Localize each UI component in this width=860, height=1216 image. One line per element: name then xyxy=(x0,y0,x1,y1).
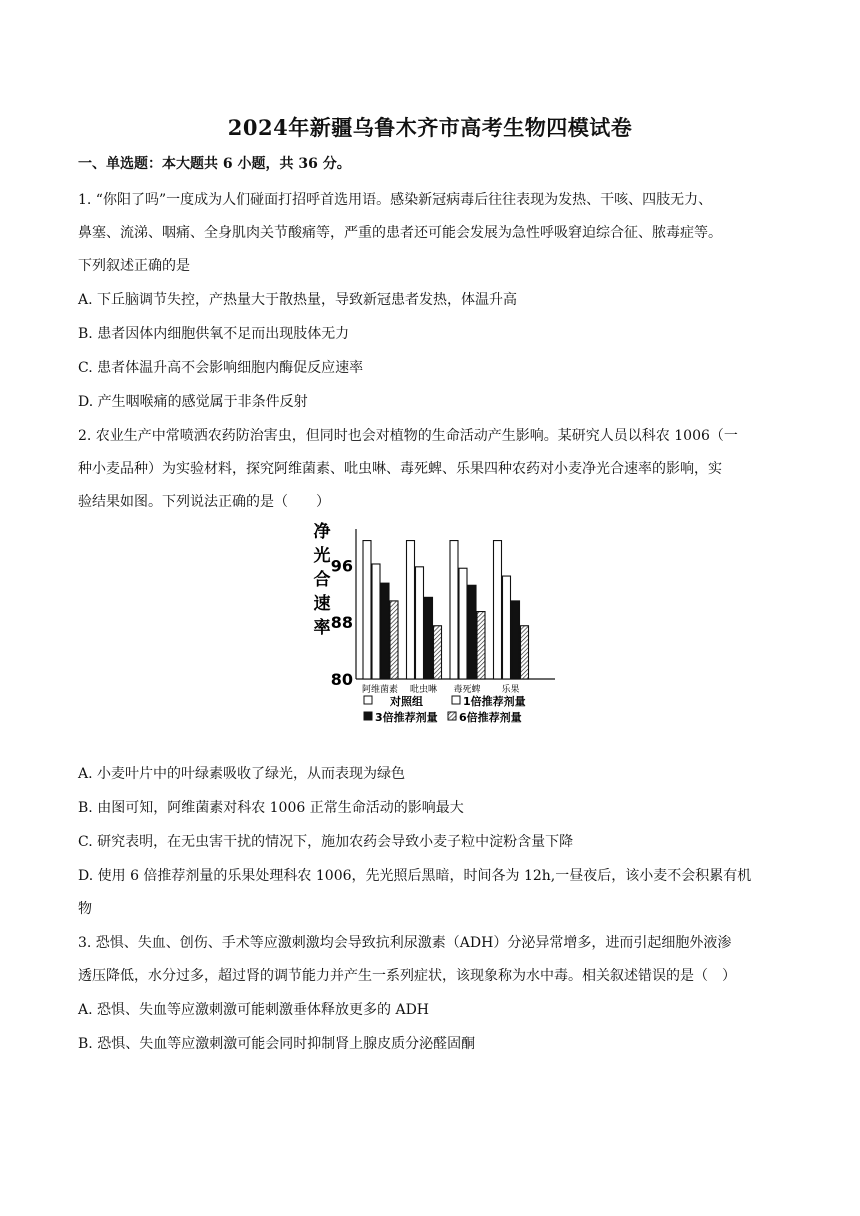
q2-option-d: D. 使用 6 倍推荐剂量的乐果处理科农 1006，先光照后黑暗，时间各为 12h,一昼夜后，该小麦不会积累有机 xyxy=(78,868,752,884)
q2-stem-line: 验结果如图。下列说法正确的是（ ） xyxy=(78,494,330,510)
section-header: 一、单选题：本大题共 6 小题，共 36 分。 xyxy=(78,156,351,172)
q3-stem-line: 透压降低，水分过多，超过肾的调节能力并产生一系列症状，该现象称为水中毒。相关叙述错误的是（ ） xyxy=(78,968,736,984)
q3-stem-line: 3. 恐惧、失血、创伤、手术等应激刺激均会导致抗利尿激素（ADH）分泌异常增多，进而引起细胞外液渗 xyxy=(78,935,732,951)
net-photosynthesis-bar-chart xyxy=(300,519,560,731)
bar xyxy=(425,597,433,679)
exam-title: 2024年新疆乌鲁木齐市高考生物四模试卷 xyxy=(227,115,633,140)
bar xyxy=(434,626,442,679)
bar xyxy=(390,601,398,679)
q2-stem-line: 种小麦品种）为实验材料，探究阿维菌素、吡虫啉、毒死蜱、乐果四种农药对小麦净光合速率的影响，实 xyxy=(78,461,722,477)
y-tick-label: 96 xyxy=(330,556,353,576)
q3-option-b: B. 恐惧、失血等应激刺激可能会同时抑制肾上腺皮质分泌醛固酮 xyxy=(78,1036,476,1052)
q1-stem-line: 鼻塞、流涕、咽痛、全身肌肉关节酸痛等，严重的患者还可能会发展为急性呼吸窘迫综合征、脓毒症等。 xyxy=(78,225,722,241)
q1-stem-line: 1. “你阳了吗”一度成为人们碰面打招呼首选用语。感染新冠病毒后往往表现为发热、干咳、四肢无力、 xyxy=(78,192,713,208)
legend-label: 对照组 xyxy=(390,695,423,708)
bar xyxy=(503,576,511,679)
legend-swatch xyxy=(448,712,456,720)
bar xyxy=(416,567,424,679)
q1-stem-line: 下列叙述正确的是 xyxy=(78,258,190,274)
bar xyxy=(372,564,380,679)
q1-option-c: C. 患者体温升高不会影响细胞内酶促反应速率 xyxy=(78,360,364,376)
legend-swatch xyxy=(452,696,460,704)
q2-option-b: B. 由图可知，阿维菌素对科农 1006 正常生命活动的影响最大 xyxy=(78,800,464,816)
q2-option-c: C. 研究表明，在无虫害干扰的情况下，施加农药会导致小麦子粒中淀粉含量下降 xyxy=(78,834,574,850)
bar xyxy=(450,541,458,679)
y-axis-label-char: 率 xyxy=(313,618,331,638)
y-axis-label-char: 速 xyxy=(313,594,331,614)
q3-option-a: A. 恐惧、失血等应激刺激可能刺激垂体释放更多的 ADH xyxy=(78,1002,430,1018)
q1-option-b: B. 患者因体内细胞供氧不足而出现肢体无力 xyxy=(78,326,350,342)
bar xyxy=(407,541,415,679)
legend-swatch xyxy=(364,696,372,704)
x-tick-label: 阿维菌素 xyxy=(361,685,399,695)
q1-option-d: D. 产生咽喉痛的感觉属于非条件反射 xyxy=(78,394,308,410)
bar xyxy=(363,541,371,679)
bar xyxy=(521,626,529,679)
y-axis-label-char: 净 xyxy=(313,522,331,542)
bar xyxy=(459,568,467,679)
x-tick-label: 乐果 xyxy=(501,685,520,695)
legend-label: 1倍推荐剂量 xyxy=(463,695,526,708)
bar xyxy=(468,585,476,679)
bar xyxy=(381,583,389,679)
legend-label: 6倍推荐剂量 xyxy=(459,711,522,724)
bar xyxy=(477,612,485,679)
y-tick-label: 88 xyxy=(330,613,353,633)
legend-label: 3倍推荐剂量 xyxy=(375,711,438,724)
q2-option-d-continued: 物 xyxy=(78,901,92,917)
x-tick-label: 吡虫啉 xyxy=(409,685,438,695)
legend-swatch xyxy=(364,712,372,720)
bar xyxy=(494,541,502,679)
bar xyxy=(512,601,520,679)
q2-stem-line: 2. 农业生产中常喷洒农药防治害虫，但同时也会对植物的生命活动产生影响。某研究人员以科农 1006（一 xyxy=(78,428,738,444)
y-tick-label: 80 xyxy=(330,670,353,689)
y-axis-label-char: 合 xyxy=(313,570,331,590)
q1-option-a: A. 下丘脑调节失控，产热量大于散热量，导致新冠患者发热，体温升高 xyxy=(78,292,518,308)
y-axis-label-char: 光 xyxy=(313,546,331,566)
q2-option-a: A. 小麦叶片中的叶绿素吸收了绿光，从而表现为绿色 xyxy=(78,766,406,782)
x-tick-label: 毒死蜱 xyxy=(453,685,481,695)
chart-svg xyxy=(300,519,560,731)
